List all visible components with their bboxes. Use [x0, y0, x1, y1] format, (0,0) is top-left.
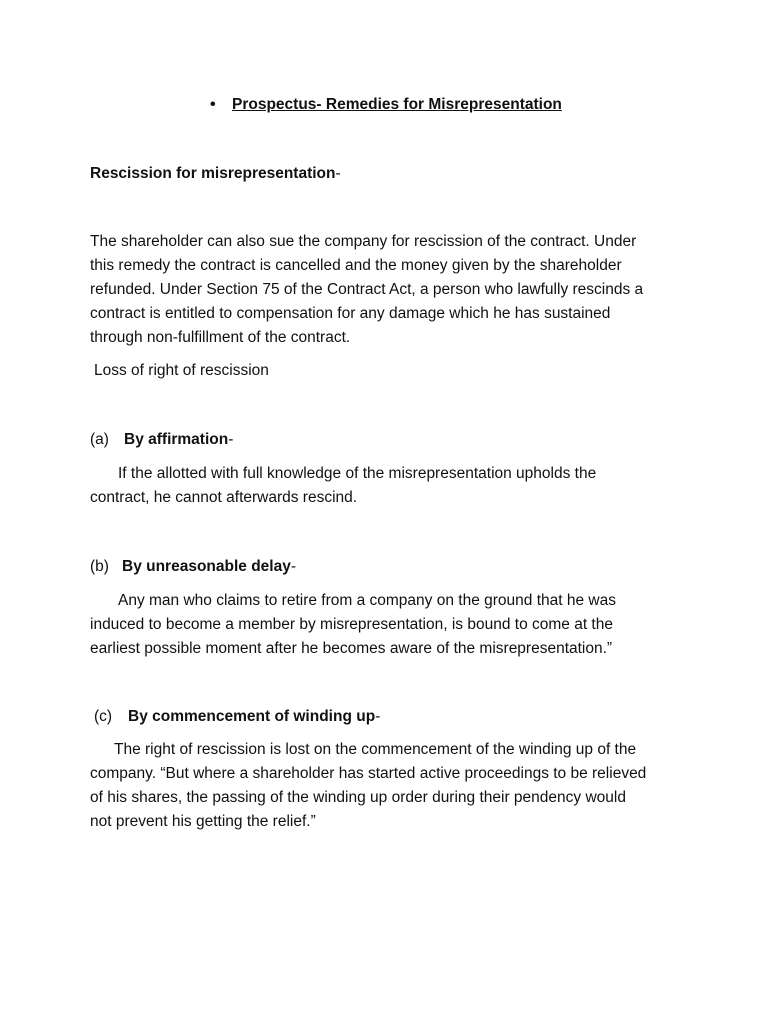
document-heading	[210, 93, 562, 117]
item-a-heading	[90, 428, 233, 452]
paragraph-line: company. “But where a shareholder has started active proceedings to be relieved	[90, 765, 647, 782]
item-a-label: By affirmation	[124, 431, 229, 448]
paragraph-line: refunded. Under Section 75 of the Contract Act, a person who lawfully rescinds a	[90, 281, 644, 298]
paragraph-line: If the allotted with full knowledge of the misrepresentation upholds the	[118, 465, 597, 482]
item-a-dash: -	[228, 431, 234, 448]
paragraph-line: earliest possible moment after he becomes aware of the misrepresentation.”	[90, 640, 613, 657]
paragraph-line: contract, he cannot afterwards rescind.	[90, 489, 358, 506]
section-title-text: Rescission for misrepresentation	[90, 165, 336, 182]
paragraph-line: The shareholder can also sue the company for rescission of the contract. Under	[90, 233, 637, 250]
paragraph-line: induced to become a member by misrepresentation, is bound to come at the	[90, 616, 613, 633]
paragraph-line: The right of rescission is lost on the commencement of the winding up of the	[114, 741, 637, 758]
item-c-dash: -	[375, 708, 381, 725]
section-title-rescission	[90, 162, 341, 186]
paragraph-rescission	[90, 230, 690, 350]
item-b-paragraph	[90, 589, 690, 661]
item-a-marker: (a)	[90, 431, 109, 448]
item-b-dash: -	[290, 558, 297, 575]
heading-text: Prospectus- Remedies for Misrepresentation	[232, 96, 562, 113]
paragraph-line: this remedy the contract is cancelled and the money given by the shareholder	[90, 257, 622, 274]
item-b-heading	[90, 555, 296, 579]
paragraph-line: of his shares, the passing of the winding up order during their pendency would	[90, 789, 626, 806]
item-b-marker: (b)	[90, 558, 109, 575]
paragraph-line: contract is entitled to compensation for any damage which he has sustained	[90, 305, 611, 322]
item-b-label: By unreasonable delay	[122, 558, 291, 575]
item-c-heading	[94, 705, 380, 729]
section-title-dash: -	[335, 165, 341, 182]
item-c-paragraph	[90, 738, 690, 834]
paragraph-line: through non-fulfillment of the contract.	[90, 329, 351, 346]
paragraph-line: not prevent his getting the relief.”	[90, 813, 316, 830]
bullet-icon: •	[210, 96, 216, 113]
item-c-label: By commencement of winding up	[128, 708, 376, 725]
paragraph-line: Any man who claims to retire from a company on the ground that he was	[118, 592, 616, 609]
item-a-paragraph	[90, 462, 690, 510]
item-c-marker: (c)	[94, 708, 113, 725]
loss-heading: Loss of right of rescission	[94, 362, 269, 379]
